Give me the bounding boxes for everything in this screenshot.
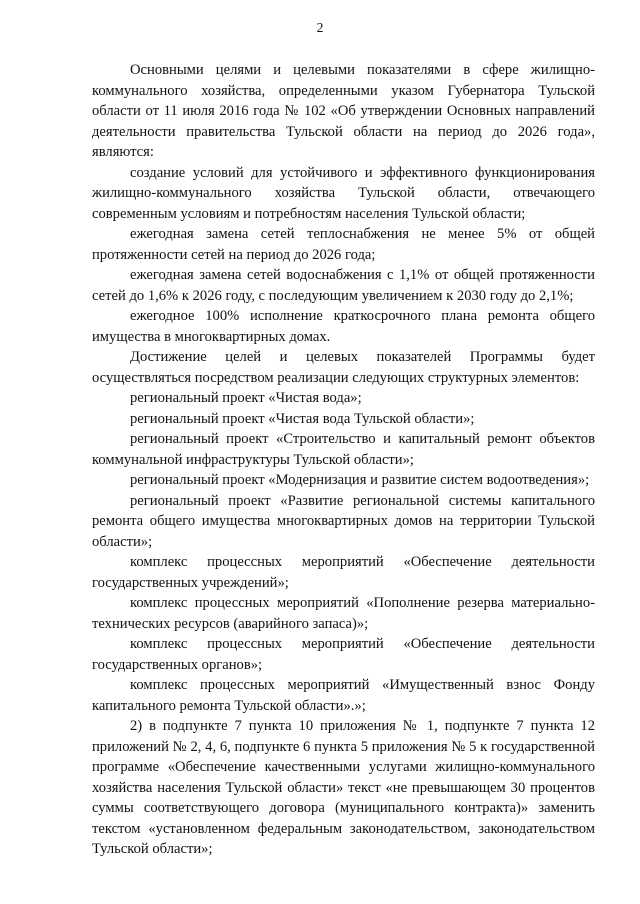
paragraph-project-clean-water: региональный проект «Чистая вода»; (130, 390, 362, 406)
paragraph-complex-property-fee: комплекс процессных мероприятий «Имущественный взнос Фонду капитального ремонта Тульской области».»; (92, 677, 595, 714)
paragraph-project-capital-repair: региональный проект «Развитие региональной системы капитального ремонта общего имущества многоквартирных домов на территории Тульской области»; (92, 492, 595, 550)
paragraph-structural-elements-intro: Достижение целей и целевых показателей Программы будет осуществляться посредством реализации следующих структурных элементов: (92, 349, 595, 386)
page-number: 2 (316, 20, 324, 35)
paragraph-goal-heat-networks: ежегодная замена сетей теплоснабжения не менее 5% от общей протяженности сетей на период до 2026 года; (92, 226, 595, 263)
paragraph-complex-state-bodies: комплекс процессных мероприятий «Обеспечение деятельности государственных органов»; (92, 636, 595, 673)
paragraph-project-construction: региональный проект «Строительство и капитальный ремонт объектов коммунальной инфраструктуры Тульской области»; (92, 431, 595, 468)
paragraph-amendment-2: 2) в подпункте 7 пункта 10 приложения № 1, подпункте 7 пункта 12 приложений № 2, 4, 6, подпункте 6 пункта 5 приложения № 5 к государственной программе «Обеспечение качественными услугами жилищно-коммунального хозяйства населения Тульской области» текст «не превышающем 30 процентов суммы соответствующего договора (муниципального контракта)» заменить текстом «установленном федеральным законодательством, законодательством Тульской области»; (92, 718, 595, 857)
paragraph-goals-intro: Основными целями и целевыми показателями в сфере жилищно-коммунального хозяйства, определенными указом Губернатора Тульской области от 11 июля 2016 года № 102 «Об утверждении Основных направлений деятельности правительства Тульской области на период до 2026 года», являются: (92, 62, 595, 160)
document-body (92, 60, 595, 860)
paragraph-project-clean-water-tula: региональный проект «Чистая вода Тульской области»; (130, 410, 475, 427)
paragraph-complex-institutions: комплекс процессных мероприятий «Обеспечение деятельности государственных учреждений»; (92, 554, 595, 591)
paragraph-complex-reserve: комплекс процессных мероприятий «Пополнение резерва материально-технических ресурсов (аварийного запаса)»; (92, 595, 595, 632)
paragraph-goal-water-networks: ежегодная замена сетей водоснабжения с 1,1% от общей протяженности сетей до 1,6% к 2026 году, с последующим увеличением к 2030 году до 2,1%; (92, 267, 595, 304)
paragraph-goal-repair-plan: ежегодное 100% исполнение краткосрочного плана ремонта общего имущества в многоквартирных домах. (92, 308, 595, 345)
paragraph-goal-conditions: создание условий для устойчивого и эффективного функционирования жилищно-коммунального хозяйства Тульской области, отвечающего современным условиям и потребностям населения Тульской области; (92, 164, 595, 222)
paragraph-project-sewerage: региональный проект «Модернизация и развитие систем водоотведения»; (130, 472, 590, 488)
